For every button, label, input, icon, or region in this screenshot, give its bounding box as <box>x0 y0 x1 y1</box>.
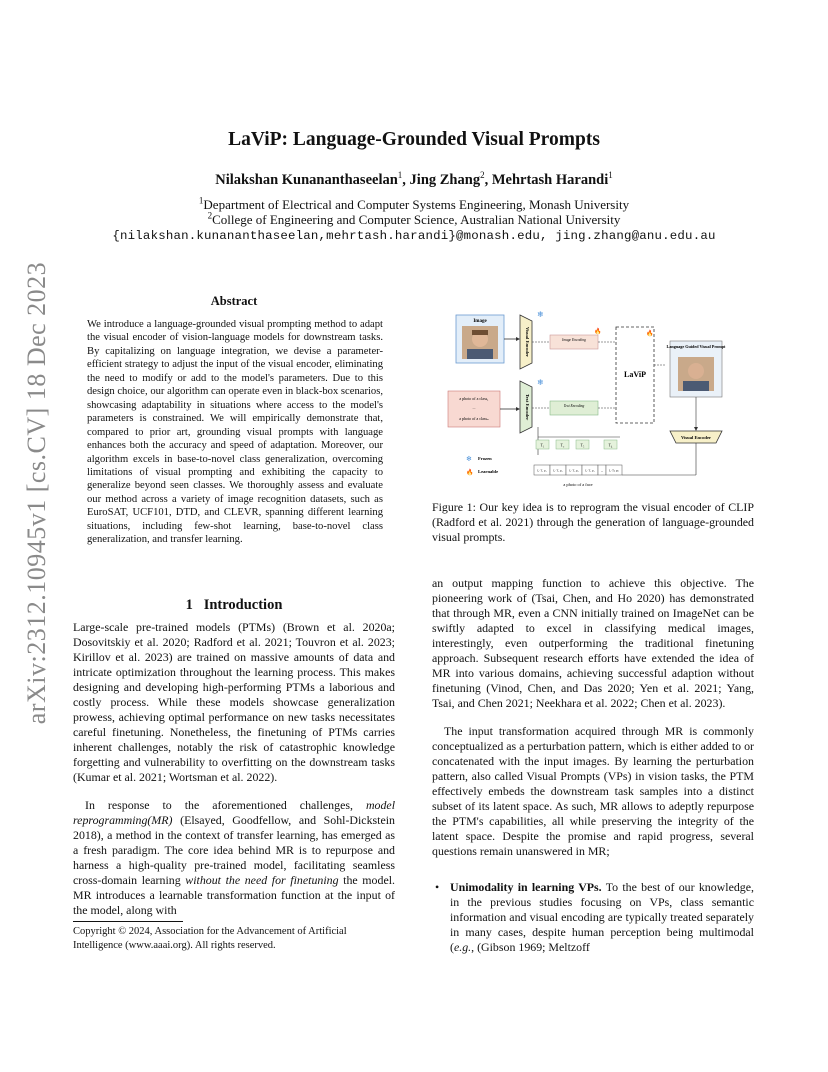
lavip-label: LaViP <box>624 370 646 379</box>
bullet-heading: Unimodality in learning VPs. <box>450 880 602 894</box>
visual-encoder-right <box>670 431 722 443</box>
language-guided-visual-prompt-box <box>667 341 727 397</box>
intro-paragraph-2 <box>73 798 395 918</box>
author-affiliation-mark: 1 <box>397 170 403 181</box>
input-image-box <box>456 315 504 363</box>
legend-learnable-label: Learnable <box>478 469 499 474</box>
right-paragraph-2: The input transformation acquired through MR is commonly conceptualized as a perturbation pattern, which is either added to or concatenated with the input images. By learning the perturbation pattern, also called Visual Prompts (VPs) in vision tasks, the PTM effectively embeds the downstream task samples into a distinct subset of its latent space. As such, MR allows to adeptly repurpose the PTM's capabilities, all while preserving the integrity of the latent space. Despite the promise and rapid progress, several questions remain unanswered in MR; <box>432 724 754 858</box>
prompt-item: a photo of a classₙ <box>459 416 489 421</box>
frozen-snowflake-icon: ❄ <box>537 310 544 319</box>
lgvp-label: Language Guided Visual Prompt <box>666 344 726 349</box>
similarity-cell: I₁·T₃ p₃ <box>569 468 579 473</box>
prompted-face-photo <box>688 363 704 379</box>
similarity-cell: I₁·T₁ p₁ <box>537 468 547 473</box>
text-encoding-label: Text Encoding <box>563 404 585 408</box>
right-paragraph-1: an output mapping function to achieve this objective. The pioneering work of (Tsai, Chen, and Ho 2020) has demonstrated that through MR, even a CNN initially trained on ImageNet can be swiftly adapted to excel in classifying medical images, interestingly, even outperforming the traditional finetuning approach. Subsequent research efforts have extended the idea of MR into various domains, achieving successful adaption without finetuning (Vinod, Chen, and Das 2020; Yen et al. 2021; Yang, Tsai, and Chen 2021; Neekhara et al. 2022; Chen et al. 2023). <box>432 576 754 710</box>
text-encoding-box <box>550 401 598 415</box>
image-encoding-box <box>550 327 601 349</box>
affiliation-text: Department of Electrical and Computer Systems Engineering, Monash University <box>203 197 630 212</box>
similarity-cell: ... <box>600 468 604 473</box>
prompt-item: a photo of a class₁ <box>459 396 489 401</box>
text-token: T₂ <box>560 443 565 448</box>
bullet-emphasis: e.g. <box>453 940 472 954</box>
prompt-item: ... <box>472 405 476 410</box>
similarity-cell: I₁·Tₙ pₙ <box>609 468 619 473</box>
similarity-cell: I₁·T₄ p₄ <box>585 468 595 473</box>
author-affiliation-mark: 2 <box>480 170 485 181</box>
affiliation-text: College of Engineering and Computer Science, Australian National University <box>212 212 621 227</box>
arxiv-stamp-text: arXiv:2312.10945v1 [cs.CV] 18 Dec 2023 <box>22 261 51 725</box>
intro-emphasis: model reprogramming(MR) <box>73 798 395 827</box>
similarity-scores-row <box>534 465 622 475</box>
visual-encoder-label: Visual Encoder <box>525 326 530 358</box>
bullet-body-tail: , (Gibson 1969; Meltzoff <box>471 940 590 954</box>
text-token: T₁ <box>540 443 545 448</box>
text-feature-tokens <box>536 440 617 449</box>
author-name: Jing Zhang <box>409 172 481 188</box>
author-affiliation-mark: 1 <box>608 170 613 181</box>
predicted-output-label: a photo of a face <box>563 482 593 487</box>
text-token: T₄ <box>608 443 613 448</box>
abstract-heading: Abstract <box>210 294 258 308</box>
intro-paragraph-1: Large-scale pre-trained models (PTMs) (Brown et al. 2020a; Dosovitskiy et al. 2020; Radford et al. 2021; Touvron et al. 2023; Kirillov et al. 2023) are trained on massive amounts of data and intricate optimization throughout the learning process. This makes designing and developing high-performing PTMs a laborious and costly process. While these models showcase generalization prowess, achieving optimal performance on new tasks necessitates careful finetuning. Nonetheless, the finetuning of PTMs carries inherent challenges, notably the risk of catastrophic knowledge forgetting and vulnerability to overfitting on the downstream tasks (Kumar et al. 2021; Wortsman et al. 2022). <box>73 620 395 784</box>
image-label: Image <box>473 319 487 324</box>
lavip-flame-icon: 🔥 <box>646 331 654 337</box>
copyright-footnote: Copyright © 2024, Association for the Advancement of Artificial Intelligence (www.aaai.org). All rights reserved. <box>73 926 347 951</box>
frozen-snowflake-icon: ❄ <box>537 378 544 387</box>
abstract-body: We introduce a language-grounded visual prompting method to adapt the visual encoder of vision-language models for downstream tasks. By capitalizing on language integration, we devise a parameter-efficient strategy to adjust the input of the visual encoder, eliminating the need to modify or add to the model's parameters. Due to this design choice, our algorithm can operate even in black-box scenarios, showcasing adaptability in situations where access to the model's parameters is constrained. We will empirically demonstrate that, compared to prior art, grounding visual prompts with language enhances both the accuracy and speed of adaptation. Moreover, our algorithm excels in base-to-novel class generalization, overcoming limitations of visual prompting and exhibiting the capacity to generalize beyond seen classes. We thoroughly assess and evaluate our method across a variety of image recognition datasets, such as EuroSAT, UCF101, DTD, and CLEVR, spanning different learning situations, including few-shot learning, base-to-novel class generalization, and transfer learning. <box>87 319 383 546</box>
affiliation-2 <box>0 212 828 228</box>
visual-encoder-left <box>520 310 544 369</box>
affiliation-1 <box>0 197 828 213</box>
section-heading-introduction: 1 Introduction <box>185 597 283 613</box>
text-prompts-box <box>448 391 500 427</box>
similarity-cell: I₁·T₂ p₂ <box>553 468 563 473</box>
bullet-dot: • <box>435 880 440 894</box>
intro-text: the model. MR introduces a learnable transformation function at the input of the model, along with <box>73 873 396 917</box>
learnable-flame-icon: 🔥 <box>466 470 474 476</box>
bullet-text <box>450 880 754 955</box>
figure-1-diagram <box>440 305 736 497</box>
intro-emphasis: without the need for finetuning <box>185 873 339 887</box>
intro-text: (Elsayed, Goodfellow, and Sohl-Dickstein 2018), a method in the context of transfer learning, has emerged as a fresh paradigm. The core idea behind MR is to repurpose and harness a high-quality pre-trained model, facilitating seamless cross-domain learning <box>73 813 395 887</box>
bullet-body: To the best of our knowledge, in the previous studies focusing on VPs, class semantic information and visual encoding are typically treated separately in many cases, despite human perception being multimodal ( <box>450 880 754 954</box>
author-name: Nilakshan Kunananthaseelan <box>215 172 398 188</box>
author-name: Mehrtash Harandi <box>491 172 609 188</box>
paper-title: LaViP: Language-Grounded Visual Prompts <box>228 129 600 150</box>
image-encoding-label: Image Encoding <box>562 338 586 342</box>
author-emails: {nilakshan.kunananthaseelan,mehrtash.harandi}@monash.edu, jing.zhang@anu.edu.au <box>112 229 716 243</box>
author-list: Nilakshan Kunananthaseelan$^1$, Jing Zhang$^2$, Mehrtash Harandi$^1$ <box>215 170 613 188</box>
text-token: T₃ <box>580 443 585 448</box>
text-encoder-label: Text Encoder <box>525 393 530 421</box>
figure-1-caption: Figure 1: Our key idea is to reprogram the visual encoder of CLIP (Radford et al. 2021) through the generation of language-grounded visual prompts. <box>432 500 754 544</box>
affiliation-number: 1 <box>198 195 204 206</box>
footnote-divider <box>73 921 183 922</box>
intro-text: In response to the aforementioned challenges, <box>85 798 366 812</box>
frozen-snowflake-icon: ❄ <box>466 455 472 463</box>
arxiv-stamp <box>12 261 62 725</box>
figure-legend <box>466 455 498 476</box>
affiliation-number: 2 <box>207 210 213 221</box>
visual-encoder-right-label: Visual Encoder <box>680 435 712 440</box>
legend-frozen-label: Frozen <box>478 456 492 461</box>
text-encoder <box>520 378 544 433</box>
learnable-flame-icon: 🔥 <box>594 329 602 335</box>
